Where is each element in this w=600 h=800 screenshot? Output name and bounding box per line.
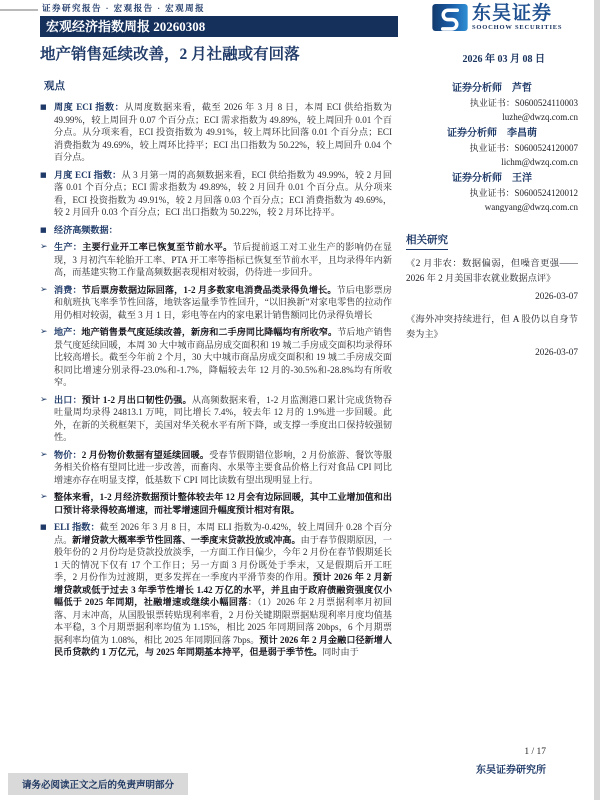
related-date: 2026-03-07 xyxy=(535,291,578,301)
paragraph-segment: 受春节假期错位影响，2 月份旅游、餐饮等服务相关价格有望同比进一步改善，而畜肉、水果等主要食品价格上行对食品 CPI 同比增速亦存在明显支撑，低基数下 CPI 同比读数有望出现明显上行。 xyxy=(54,449,392,485)
bullet-arrow-icon: ➢ xyxy=(40,492,48,502)
paragraph-segment: ：（1）2026 年 2 月票据利率月初回落、月末冲高，从国股银票转贴现利率看，2 月份关键期限票据贴现利率月度均值基本平稳，3 个月期票据利率均值为 1.15%，相比 2025 年同期回落 20bps，6 个月期票据利率均值为 1.08%，相比 2025 年同期回落 7bps。 xyxy=(54,597,392,645)
analyst-cert-line xyxy=(406,186,578,200)
sidebar xyxy=(406,82,578,368)
paragraph-text xyxy=(54,284,392,322)
related-research-section xyxy=(406,230,578,359)
analyst-email: luzhe@dwzq.com.cn xyxy=(502,112,578,122)
related-item xyxy=(406,312,578,359)
report-date: 2026 年 03 月 08 日 xyxy=(462,54,545,65)
paragraph-text xyxy=(54,224,392,237)
analyst-cert-line xyxy=(406,96,578,110)
brand-name: 东吴证券 xyxy=(472,3,553,24)
paragraph-segment: 主要行业开工率已恢复至节前水平。 xyxy=(82,242,233,252)
paragraph-text xyxy=(54,169,392,219)
paragraph-segment: 节后地产销售景气度延续回暖，本周 30 大中城市商品房成交面积和 19 城二手房成交面积均录得环比较高增长。截至今年前 2 个月，30 大中城市商品房成交面积和 19 城二手房成交面积同比增速分别录得-23.0%和-1.7%，降幅较去年 12 月的-30.5%和-28.8%均有所收窄。 xyxy=(54,327,392,387)
viewpoint-paragraph xyxy=(40,284,392,322)
paragraph-segment: 从高频数据来看，1-2 月监测港口累计完成货物吞吐量周均录得 24813.1 万吨，同比增长 7.4%，较去年 12 月的 1.9%进一步回暖。此外，在新的关税框架下，美国对华关税水平有所下降，或支撑一季度出口保持较强韧性。 xyxy=(54,394,392,442)
analyst-block xyxy=(406,82,578,124)
analyst-email: lichm@dwzq.com.cn xyxy=(501,157,578,167)
viewpoint-paragraph xyxy=(40,101,392,164)
paragraph-segment: 从周度数据来看，截至 2026 年 3 月 8 日，本周 ECI 供给指数为 49.99%，较上周回升 0.07 个百分点；ECI 需求指数为 49.89%，较上周回升 0.01 个百分点。从分项来看，ECI 投资指数为 49.91%，较上周环比回落 0.01 个百分点；ECI 消费指数为 49.69%，较上周环比持平；ECI 出口指数为 50.22%，较上周回升 0.04 个百分点。 xyxy=(54,102,393,162)
analyst-email: wangyang@dwzq.com.cn xyxy=(484,202,578,212)
paragraph-segment: 截至 2026 年 3 月 8 日，本周 ELI 指数为-0.42%，较上周回升 0.28 个百分点。 xyxy=(54,522,392,545)
analysts-list xyxy=(406,82,578,214)
bullet-square-icon: ■ xyxy=(40,170,47,179)
paragraph-label: 生产： xyxy=(54,242,83,252)
cert-label: 执业证书： xyxy=(469,188,515,198)
analyst-role: 证券分析师 xyxy=(452,83,502,94)
paragraph-label: 消费： xyxy=(54,284,82,295)
report-banner xyxy=(40,16,398,37)
paragraph-segment: 地产销售景气度延续改善，新房和二手房同比降幅均有所收窄。 xyxy=(81,327,338,337)
paragraph-segment: 新增贷款大概率季节性回落、一季度末贷款投放或冲高。 xyxy=(72,534,301,545)
analyst-cert-line xyxy=(406,141,578,155)
analyst-name-line xyxy=(406,172,578,186)
paragraph-text xyxy=(54,326,392,389)
analyst-name: 王洋 xyxy=(512,173,532,184)
disclaimer-text: 请务必阅读正文之后的免责声明部分 xyxy=(22,781,175,791)
bullet-arrow-icon: ➢ xyxy=(40,449,48,460)
analyst-name-line xyxy=(406,82,578,96)
analyst-role: 证券分析师 xyxy=(447,128,497,139)
analyst-name-line xyxy=(406,127,578,141)
bullet-arrow-icon: ➢ xyxy=(40,242,48,252)
paragraph-text xyxy=(54,449,392,487)
paragraph-segment: 预计 2026 年 2 月金融口径新增人民币贷款约 1 万亿元，与 2025 年同期基本持平，但是弱于季节性。 xyxy=(54,634,392,657)
cert-number: S0600524120012 xyxy=(514,188,578,198)
cert-number: S0600524120007 xyxy=(514,143,578,153)
viewpoint-paragraph xyxy=(40,224,392,237)
bullet-arrow-icon: ➢ xyxy=(40,394,48,405)
viewpoint-paragraph xyxy=(40,449,392,487)
paragraph-label: ELI 指数： xyxy=(54,522,100,532)
brand-text xyxy=(472,4,562,32)
viewpoint-paragraph xyxy=(40,394,392,444)
paragraph-segment: 2 月份物价数据有望延续回暖。 xyxy=(81,449,210,460)
page-edge-strip xyxy=(594,0,600,800)
related-title: 《2 月非农：数据偏弱，但噪音更强——2026 年 2 月美国非农就业数据点评》 xyxy=(406,258,578,283)
top-rule xyxy=(0,9,38,11)
viewpoints-list xyxy=(40,101,392,659)
analyst-name: 李昌萌 xyxy=(507,128,537,139)
viewpoints-section xyxy=(40,78,392,664)
paragraph-segment: 同时由于 xyxy=(322,647,359,657)
brand-subtitle: SOOCHOW SECURITIES xyxy=(472,24,563,31)
paragraph-label: 周度 ECI 指数： xyxy=(54,102,125,112)
paragraph-text xyxy=(54,101,392,164)
paragraph-segment: 节后电影票房和航班执飞率季节性回落，地铁客运量季节性回升，“以旧换新”对家电零售的拉动作用仍相对较弱，截至 3 月 1 日，彩电等在内的家电累计销售额同比仍录得负增长 xyxy=(54,284,392,320)
paragraph-label: 物价： xyxy=(54,449,82,460)
paragraph-segment: 节后提前返工对工业生产的影响仍在显现，3 月初汽车轮胎开工率、PTA 开工率等指标已恢复至节前水平，且均录得年内新高，而基建实物工作量高频数据表现相对较弱，仍待进一步回升。 xyxy=(54,242,392,277)
bullet-square-icon: ■ xyxy=(40,103,47,111)
related-item xyxy=(406,256,578,303)
paragraph-segment: 由于春节假期原因，一般年份的 2 月份均是贷款投放淡季，一方面工作日偏少，今年 2 月份在春节假期延长 1 天的情况下仅有 17 个工作日；另一方面 3 月份既处于季末，又是假期后开工旺季，2 月份作为过渡期，更多发挥在一季度内平滑节奏的作用。 xyxy=(54,534,392,582)
paragraph-text xyxy=(54,491,392,516)
paragraph-segment: 节后票房数据边际回落，1-2 月多数家电消费品类录得负增长。 xyxy=(81,284,337,295)
analyst-name: 芦哲 xyxy=(512,83,532,94)
paragraph-text xyxy=(54,394,392,444)
related-title: 《海外冲突持续进行，但 A 股仍以自身节奏为主》 xyxy=(406,314,578,339)
paragraph-label: 地产： xyxy=(54,327,82,337)
bullet-square-icon: ■ xyxy=(40,225,47,234)
cert-label: 执业证书： xyxy=(469,143,515,153)
paragraph-text xyxy=(54,241,392,279)
paragraph-text xyxy=(54,521,392,659)
viewpoint-paragraph xyxy=(40,326,392,389)
cert-label: 执业证书： xyxy=(469,98,515,108)
viewpoints-heading: 观点 xyxy=(44,81,65,92)
page-number: 1 / 17 xyxy=(524,747,546,757)
paragraph-label: 出口： xyxy=(54,394,82,405)
soochow-logo-icon xyxy=(432,4,468,31)
viewpoint-paragraph xyxy=(40,169,392,219)
cert-number: S0600524110003 xyxy=(514,98,578,108)
bullet-arrow-icon: ➢ xyxy=(40,327,48,337)
paragraph-label: 经济高频数据： xyxy=(54,224,118,235)
analyst-block xyxy=(406,127,578,169)
report-banner-title: 宏观经济指数周报 20260308 xyxy=(46,19,206,34)
viewpoint-paragraph xyxy=(40,521,392,659)
related-research-list xyxy=(406,256,578,359)
related-date: 2026-03-07 xyxy=(535,347,578,357)
viewpoint-paragraph xyxy=(40,491,392,516)
report-category-eyebrow: 证券研究报告 · 宏观报告 · 宏观周报 xyxy=(42,3,206,13)
analyst-block xyxy=(406,172,578,214)
analyst-role: 证券分析师 xyxy=(452,173,502,184)
viewpoint-paragraph xyxy=(40,241,392,279)
paragraph-segment: 从 3 月第一周的高频数据来看，ECI 供给指数为 49.99%，较 2 月回落 0.01 个百分点；ECI 需求指数为 49.89%，较 2 月回升 0.01 个百分点。从分项来看，ECI 投资指数为 49.91%，较 2 月回落 0.03 个百分点；ECI 消费指数为 49.69%，较 2 月回升 0.03 个百分点；ECI 出口指数为 50.22%，较 2 月环比持平。 xyxy=(54,169,392,217)
soochow-logo xyxy=(432,4,562,32)
related-research-heading: 相关研究 xyxy=(406,232,448,250)
paragraph-segment: 预计 2026 年 2 月新增贷款或低于过去 3 年季节性增长 1.42 万亿的水平，并且由于政府债融资强度仅小幅低于 2025 年同期，社融增速或继续小幅回落 xyxy=(54,572,392,607)
paragraph-label: 月度 ECI 指数： xyxy=(54,169,122,180)
bullet-square-icon: ■ xyxy=(40,523,47,531)
bullet-arrow-icon: ➢ xyxy=(40,284,48,295)
paragraph-segment: 整体来看，1-2 月经济数据预计整体较去年 12 月会有边际回暖，其中工业增加值和出口预计将录得较高增速，而社零增速回升幅度预计相对有限。 xyxy=(54,492,392,515)
paragraph-segment: 预计 1-2 月出口韧性仍强。 xyxy=(81,394,192,405)
disclaimer-box xyxy=(8,773,188,795)
institute-name: 东吴证券研究所 xyxy=(476,765,546,776)
report-title: 地产销售延续改善，2 月社融或有回落 xyxy=(40,46,300,63)
